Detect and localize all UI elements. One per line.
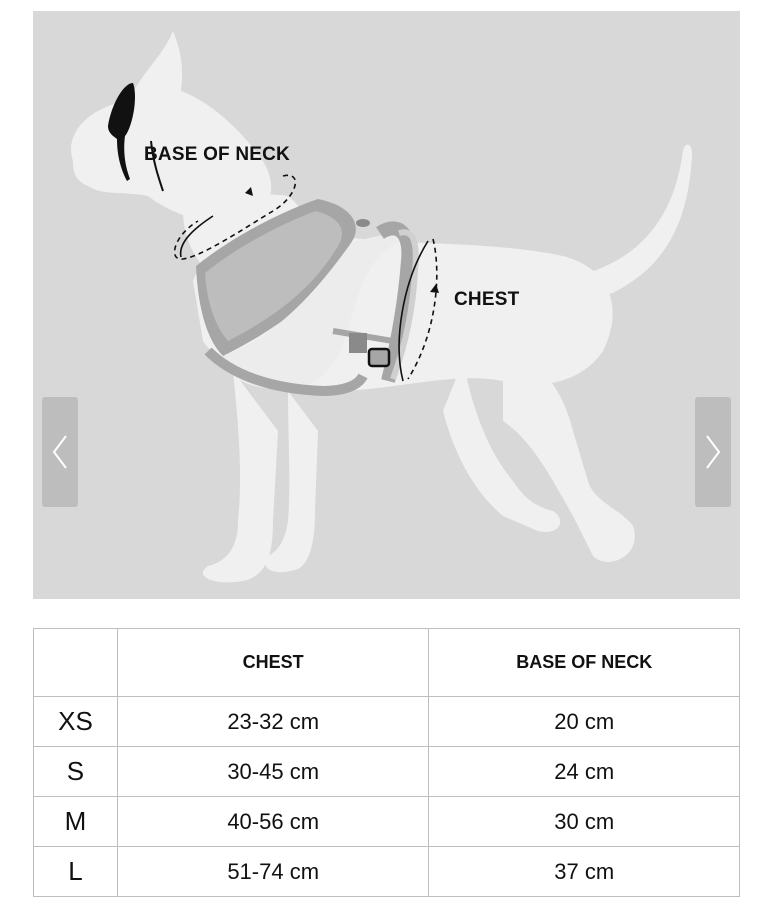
table-row xyxy=(34,797,740,847)
neck-value: 30 cm xyxy=(429,797,740,847)
size-label: XS xyxy=(34,697,118,747)
chest-value: 51-74 cm xyxy=(117,847,429,897)
neck-value: 20 cm xyxy=(429,697,740,747)
table-row xyxy=(34,747,740,797)
chest-value: 40-56 cm xyxy=(117,797,429,847)
base-of-neck-callout: BASE OF NECK xyxy=(144,144,290,165)
chest-value: 30-45 cm xyxy=(117,747,429,797)
dog-harness-illustration xyxy=(33,11,740,599)
dog-silhouette xyxy=(71,31,692,582)
chevron-right-icon xyxy=(703,432,723,472)
neck-value: 37 cm xyxy=(429,847,740,897)
size-chart-table xyxy=(33,628,740,897)
neck-value: 24 cm xyxy=(429,747,740,797)
chest-callout: CHEST xyxy=(454,289,520,310)
chest-column-header: CHEST xyxy=(117,629,429,697)
next-image-button[interactable] xyxy=(695,397,731,507)
chest-value: 23-32 cm xyxy=(117,697,429,747)
size-column-header xyxy=(34,629,118,697)
table-header-row xyxy=(34,629,740,697)
chevron-left-icon xyxy=(50,432,70,472)
table-row xyxy=(34,847,740,897)
size-label: M xyxy=(34,797,118,847)
size-label: L xyxy=(34,847,118,897)
previous-image-button[interactable] xyxy=(42,397,78,507)
table-row xyxy=(34,697,740,747)
size-label: S xyxy=(34,747,118,797)
neck-column-header: BASE OF NECK xyxy=(429,629,740,697)
product-image-gallery xyxy=(33,11,740,599)
